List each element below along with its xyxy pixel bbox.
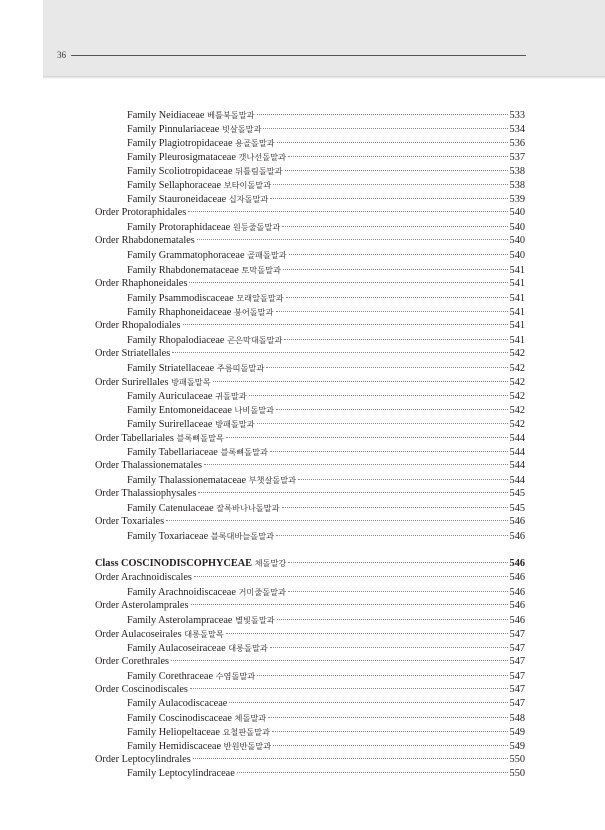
toc-entry-korean-name: 갯나선돌말과 — [238, 152, 286, 163]
toc-entry-label — [127, 585, 286, 600]
toc-dot-leader — [266, 367, 507, 368]
toc-entry-latin-name: Family Stauroneidaceae — [127, 194, 227, 206]
toc-entry-label — [127, 697, 227, 711]
toc-dot-leader — [197, 239, 508, 240]
toc-entry-label — [95, 206, 186, 220]
toc-entry-label — [127, 711, 266, 726]
toc-dot-leader — [273, 184, 507, 185]
toc-entry-latin-name: Family Aulacodiscaceae — [127, 697, 228, 709]
toc-entry-korean-name: 별빛돌말과 — [235, 614, 275, 625]
toc-entry-korean-name: 곤은막대돌말과 — [227, 334, 283, 345]
toc-entry-label — [127, 669, 255, 684]
toc-entry-korean-name: 대롱돌말목 — [184, 628, 224, 639]
toc-entry-family[interactable] — [95, 164, 525, 178]
toc-dot-leader — [282, 226, 507, 227]
toc-dot-leader — [276, 409, 507, 410]
page-number: 36 — [57, 50, 66, 60]
toc-entry-korean-name: 수염돌말과 — [215, 670, 256, 681]
toc-entry-page-number: 544 — [509, 447, 525, 459]
toc-entry-label — [127, 164, 283, 179]
toc-dot-leader — [249, 395, 508, 396]
toc-dot-leader — [257, 675, 507, 676]
header-band-shadow — [43, 76, 605, 79]
toc-dot-leader — [188, 211, 507, 212]
toc-entry-order[interactable] — [95, 599, 525, 613]
toc-dot-leader — [273, 745, 507, 746]
toc-entry-label — [127, 291, 284, 306]
toc-entry-family[interactable] — [95, 305, 525, 319]
header-band — [43, 0, 605, 76]
toc-dot-leader — [166, 520, 507, 521]
toc-entry-page-number: 541 — [509, 264, 525, 276]
toc-entry-page-number: 547 — [509, 683, 525, 695]
toc-entry-page-number: 539 — [509, 194, 525, 206]
toc-entry-korean-name: 대롱돌말과 — [228, 642, 268, 653]
toc-entry-latin-name: Order Arachnoidiscales — [95, 571, 192, 583]
toc-dot-leader — [285, 170, 508, 171]
toc-entry-page-number: 536 — [509, 138, 525, 150]
toc-entry-latin-name: Family Thalassionemataceae — [127, 475, 247, 487]
toc-entry-latin-name: Family Leptocylindraceae — [127, 768, 235, 780]
toc-entry-page-number: 547 — [509, 628, 525, 640]
toc-entry-latin-name: Order Striatellales — [95, 347, 171, 359]
toc-entry-page-number: 547 — [509, 642, 525, 654]
toc-entry-korean-name: 블록뼈돌말과 — [220, 447, 268, 458]
toc-group-1 — [95, 108, 525, 543]
toc-entry-page-number: 541 — [509, 292, 525, 304]
toc-entry-korean-name: 주름띠돌말과 — [216, 362, 265, 373]
toc-entry-family[interactable] — [95, 613, 525, 627]
toc-entry-order[interactable] — [95, 375, 525, 389]
toc-entry-latin-name: Family Rhaphoneidaceae — [127, 306, 232, 318]
toc-entry-latin-name: Order Surirellales — [95, 376, 169, 388]
toc-dot-leader — [194, 576, 508, 577]
toc-entry-label — [95, 627, 224, 642]
toc-entry-latin-name: Family Asterolampraceae — [127, 614, 233, 626]
toc-dot-leader — [270, 647, 508, 648]
toc-entry-page-number: 541 — [509, 334, 525, 346]
toc-entry-label — [95, 487, 196, 501]
toc-dot-leader — [190, 688, 508, 689]
toc-entry-family[interactable] — [95, 333, 525, 347]
toc-entry-korean-name: 나비돌말과 — [234, 404, 275, 415]
toc-entry-page-number: 547 — [509, 670, 525, 682]
toc-entry-page-number: 538 — [509, 166, 525, 178]
toc-entry-order[interactable] — [95, 206, 525, 220]
toc-entry-korean-name: 베틀북돌말과 — [207, 110, 255, 120]
toc-entry-order[interactable] — [95, 753, 525, 767]
toc-entry-page-number: 547 — [509, 655, 525, 667]
toc-entry-page-number: 540 — [509, 250, 525, 262]
toc-group-gap — [95, 543, 525, 556]
toc-entry-latin-name: Family Surirellaceae — [127, 419, 213, 431]
toc-entry-order[interactable] — [95, 319, 525, 333]
toc-entry-label — [127, 445, 268, 460]
table-of-contents — [95, 108, 525, 781]
toc-dot-leader — [229, 702, 507, 703]
toc-entry-family[interactable] — [95, 739, 525, 753]
toc-entry-order[interactable] — [95, 627, 525, 641]
toc-entry-page-number: 541 — [509, 306, 525, 318]
toc-entry-family[interactable] — [95, 767, 525, 781]
toc-entry-label — [127, 403, 274, 418]
toc-dot-leader — [183, 324, 508, 325]
toc-entry-korean-name: 귀돌말과 — [215, 390, 247, 401]
toc-entry-latin-name: Family Psammodiscaceae — [127, 292, 234, 304]
toc-dot-leader — [237, 772, 508, 773]
toc-entry-label — [127, 136, 275, 151]
toc-entry-korean-name: 용골돌말과 — [235, 138, 275, 149]
toc-entry-label — [95, 459, 202, 473]
toc-entry-family[interactable] — [95, 136, 525, 150]
toc-entry-family[interactable] — [95, 473, 525, 487]
toc-entry-page-number: 547 — [509, 697, 525, 709]
toc-entry-family[interactable] — [95, 697, 525, 711]
toc-entry-label — [127, 220, 280, 235]
toc-entry-label — [127, 361, 264, 376]
toc-entry-family[interactable] — [95, 361, 525, 375]
toc-dot-leader — [276, 311, 508, 312]
toc-entry-page-number: 550 — [509, 768, 525, 780]
toc-entry-label — [127, 767, 235, 781]
toc-entry-latin-name: Family Entomoneidaceae — [127, 404, 232, 416]
toc-entry-order[interactable] — [95, 571, 525, 585]
toc-entry-label — [95, 375, 211, 390]
toc-dot-leader — [204, 464, 508, 465]
toc-entry-family[interactable] — [95, 150, 525, 164]
toc-entry-latin-name: Order Thalassiophysales — [95, 488, 197, 500]
toc-entry-latin-name: Order Rhopalodiales — [95, 319, 181, 331]
toc-entry-korean-name: 부챗살돌말과 — [248, 475, 297, 486]
toc-entry-label — [95, 347, 170, 361]
toc-entry-label — [127, 739, 271, 754]
toc-group-2 — [95, 556, 525, 781]
toc-entry-label — [127, 389, 247, 404]
toc-entry-order[interactable] — [95, 347, 525, 361]
toc-entry-page-number: 540 — [509, 207, 525, 219]
toc-dot-leader — [276, 535, 508, 536]
toc-dot-leader — [172, 352, 507, 353]
toc-entry-korean-name: 뒤틀림돌말과 — [235, 166, 283, 177]
toc-entry-family[interactable] — [95, 192, 525, 206]
toc-entry-page-number: 534 — [509, 124, 525, 136]
toc-dot-leader — [284, 339, 507, 340]
toc-entry-page-number: 540 — [509, 235, 525, 247]
toc-entry-page-number: 544 — [509, 475, 525, 487]
toc-entry-page-number: 537 — [509, 152, 525, 164]
toc-entry-label — [127, 641, 268, 656]
toc-entry-latin-name: Order Toxariales — [95, 516, 165, 528]
toc-entry-latin-name: Family Heliopeltaceae — [127, 727, 220, 739]
toc-entry-page-number: 546 — [509, 614, 525, 626]
toc-entry-order[interactable] — [95, 277, 525, 291]
toc-entry-page-number: 542 — [509, 404, 525, 416]
toc-entry-latin-name: Family Catenulaceae — [127, 503, 214, 515]
toc-entry-korean-name: 토막돌말과 — [241, 264, 281, 275]
toc-entry-label — [127, 417, 255, 432]
toc-entry-page-number: 544 — [509, 433, 525, 445]
toc-entry-label — [127, 150, 286, 165]
toc-entry-family[interactable] — [95, 585, 525, 599]
toc-dot-leader — [288, 562, 507, 563]
toc-dot-leader — [193, 758, 508, 759]
toc-entry-family[interactable] — [95, 291, 525, 305]
toc-entry-order[interactable] — [95, 431, 525, 445]
toc-entry-label — [127, 501, 280, 516]
toc-entry-page-number: 550 — [509, 754, 525, 766]
toc-entry-page-number: 542 — [509, 347, 525, 359]
header-rule — [71, 55, 526, 56]
toc-entry-label — [127, 178, 271, 193]
toc-entry-page-number: 549 — [509, 741, 525, 753]
toc-entry-page-number: 533 — [509, 110, 525, 121]
toc-entry-korean-name: 보타이돌말과 — [223, 180, 272, 191]
toc-entry-order[interactable] — [95, 515, 525, 529]
toc-entry-latin-name: Family Tabellariaceae — [127, 447, 218, 459]
toc-entry-latin-name: Family Rhopalodiaceae — [127, 334, 225, 346]
toc-entry-label — [95, 319, 181, 333]
toc-entry-family[interactable] — [95, 445, 525, 459]
toc-entry-label — [95, 753, 191, 767]
toc-dot-leader — [270, 198, 507, 199]
toc-dot-leader — [270, 451, 508, 452]
toc-entry-korean-name: 거미줄돌말과 — [238, 586, 286, 597]
toc-entry-latin-name: Order Leptocylindrales — [95, 754, 191, 766]
toc-entry-page-number: 546 — [509, 516, 525, 528]
toc-entry-page-number: 542 — [509, 419, 525, 431]
toc-entry-latin-name: Family Auriculaceae — [127, 390, 213, 402]
toc-entry-order[interactable] — [95, 683, 525, 697]
toc-entry-latin-name: Family Arachnoidiscaceae — [127, 586, 236, 598]
toc-entry-family[interactable] — [95, 178, 525, 192]
toc-entry-page-number: 546 — [509, 599, 525, 611]
toc-entry-family[interactable] — [95, 220, 525, 234]
toc-entry-label — [95, 556, 286, 571]
toc-dot-leader — [283, 269, 508, 270]
toc-entry-order[interactable] — [95, 459, 525, 473]
toc-entry-page-number: 548 — [509, 712, 525, 724]
toc-entry-latin-name: Family Neidiaceae — [127, 110, 205, 121]
toc-entry-latin-name: Family Scoliotropidaceae — [127, 166, 233, 178]
toc-dot-leader — [272, 731, 508, 732]
toc-entry-family[interactable] — [95, 501, 525, 515]
toc-dot-leader — [257, 114, 508, 115]
toc-entry-latin-name: Order Coscinodiscales — [95, 683, 188, 695]
toc-dot-leader — [213, 381, 508, 382]
toc-entry-label — [127, 305, 274, 320]
toc-entry-korean-name: 십자돌말과 — [228, 194, 269, 205]
toc-dot-leader — [277, 619, 508, 620]
toc-entry-korean-name: 체돌말강 — [254, 558, 287, 569]
toc-entry-latin-name: Family Grammatophoraceae — [127, 250, 245, 262]
toc-entry-latin-name: Family Sellaphoraceae — [127, 180, 222, 192]
toc-entry-page-number: 542 — [509, 390, 525, 402]
toc-entry-latin-name: Family Hemidiscaceae — [127, 741, 222, 753]
toc-entry-page-number: 549 — [509, 727, 525, 739]
toc-entry-korean-name: 원등줄돌말과 — [232, 222, 281, 233]
toc-entry-order[interactable] — [95, 655, 525, 669]
toc-entry-latin-name: Family Pinnulariaceae — [127, 124, 220, 136]
toc-entry-latin-name: Order Tabellariales — [95, 433, 174, 445]
toc-dot-leader — [226, 633, 508, 634]
toc-entry-family[interactable] — [95, 529, 525, 543]
toc-dot-leader — [198, 492, 507, 493]
toc-entry-label — [95, 234, 195, 248]
toc-dot-leader — [298, 479, 507, 480]
toc-entry-latin-name: Order Rhaphoneidales — [95, 277, 188, 289]
toc-entry-page-number: 542 — [509, 362, 525, 374]
toc-entry-latin-name: Family Plagiotropidaceae — [127, 138, 233, 150]
toc-entry-latin-name: Family Toxariaceae — [127, 531, 209, 543]
toc-entry-family[interactable] — [95, 108, 525, 122]
toc-entry-family[interactable] — [95, 669, 525, 683]
toc-entry-page-number: 542 — [509, 376, 525, 388]
toc-entry-page-number: 546 — [509, 558, 525, 570]
toc-entry-latin-name: Order Thalassionematales — [95, 460, 203, 472]
toc-entry-page-number: 544 — [509, 460, 525, 472]
toc-entry-label — [127, 192, 268, 207]
toc-entry-label — [127, 122, 261, 137]
toc-entry-label — [127, 108, 255, 123]
toc-entry-korean-name: 방패돌말목 — [171, 376, 211, 387]
toc-entry-korean-name: 빗살돌말과 — [221, 124, 262, 135]
toc-entry-korean-name: 붕어돌말과 — [233, 306, 274, 317]
toc-entry-label — [127, 248, 287, 263]
toc-entry-korean-name: 방패돌말과 — [215, 419, 255, 430]
toc-dot-leader — [282, 507, 508, 508]
toc-entry-latin-name: Family Aulacoseiraceae — [127, 642, 226, 654]
toc-entry-latin-name: Family Corethraceae — [127, 670, 214, 682]
toc-entry-label — [95, 431, 224, 446]
toc-entry-korean-name: 블록뼈돌말목 — [176, 433, 224, 444]
toc-entry-family[interactable] — [95, 389, 525, 403]
toc-entry-latin-name: Order Rhabdonematales — [95, 235, 195, 247]
toc-dot-leader — [268, 717, 507, 718]
toc-entry-korean-name: 반원반돌말과 — [223, 741, 272, 752]
toc-entry-korean-name: 블록대바늘돌말과 — [210, 531, 275, 542]
toc-dot-leader — [288, 156, 508, 157]
toc-entry-label — [127, 613, 275, 628]
toc-entry-label — [95, 655, 169, 669]
toc-entry-page-number: 546 — [509, 531, 525, 543]
toc-entry-page-number: 546 — [509, 586, 525, 598]
toc-dot-leader — [189, 282, 507, 283]
toc-entry-label — [95, 277, 187, 291]
toc-entry-latin-name: Family Rhabdonemataceae — [127, 264, 239, 276]
toc-entry-order[interactable] — [95, 487, 525, 501]
toc-entry-label — [127, 333, 282, 348]
toc-dot-leader — [226, 437, 508, 438]
toc-entry-korean-name: 골패돌말과 — [247, 250, 287, 261]
toc-entry-latin-name: Family Coscinodiscaceae — [127, 712, 232, 724]
toc-entry-family[interactable] — [95, 711, 525, 725]
toc-entry-family[interactable] — [95, 725, 525, 739]
toc-entry-family[interactable] — [95, 248, 525, 262]
toc-entry-korean-name: 요철판돌말과 — [222, 727, 270, 738]
toc-entry-korean-name: 잘록바나나돌말과 — [216, 503, 280, 514]
toc-entry-label — [127, 725, 270, 740]
toc-entry-page-number: 538 — [509, 180, 525, 192]
toc-entry-korean-name: 체돌말과 — [234, 712, 267, 723]
toc-entry-korean-name: 모래알돌말과 — [236, 292, 284, 303]
toc-dot-leader — [288, 591, 508, 592]
toc-entry-page-number: 545 — [509, 503, 525, 515]
toc-entry-family[interactable] — [95, 641, 525, 655]
toc-dot-leader — [263, 128, 507, 129]
toc-entry-label — [95, 599, 189, 613]
toc-entry-order[interactable] — [95, 234, 525, 248]
toc-entry-latin-name: Family Protoraphidaceae — [127, 222, 231, 234]
toc-entry-latin-name: Order Corethrales — [95, 655, 170, 667]
toc-entry-label — [127, 473, 296, 488]
toc-entry-label — [127, 529, 274, 544]
toc-entry-label — [95, 515, 164, 529]
toc-dot-leader — [277, 142, 508, 143]
toc-dot-leader — [191, 604, 508, 605]
toc-entry-page-number: 541 — [509, 319, 525, 331]
toc-entry-latin-name: Family Striatellaceae — [127, 362, 215, 374]
toc-dot-leader — [257, 423, 508, 424]
toc-entry-label — [127, 263, 281, 278]
toc-entry-latin-name: Order Aulacoseirales — [95, 628, 182, 640]
toc-entry-label — [95, 683, 188, 697]
toc-entry-label — [95, 571, 192, 585]
toc-entry-latin-name: Order Protoraphidales — [95, 207, 187, 219]
toc-dot-leader — [171, 660, 507, 661]
toc-entry-page-number: 545 — [509, 488, 525, 500]
toc-entry-class[interactable] — [95, 556, 525, 570]
toc-entry-family[interactable] — [95, 122, 525, 136]
toc-dot-leader — [286, 297, 508, 298]
toc-entry-family[interactable] — [95, 403, 525, 417]
toc-entry-page-number: 546 — [509, 571, 525, 583]
toc-entry-latin-name: Family Pleurosigmataceae — [127, 152, 236, 164]
toc-entry-page-number: 541 — [509, 277, 525, 289]
toc-entry-latin-name: Class COSCINODISCOPHYCEAE — [95, 558, 253, 570]
toc-dot-leader — [289, 254, 508, 255]
toc-entry-family[interactable] — [95, 417, 525, 431]
toc-entry-page-number: 540 — [509, 222, 525, 234]
toc-entry-family[interactable] — [95, 263, 525, 277]
toc-entry-latin-name: Order Asterolamprales — [95, 599, 189, 611]
